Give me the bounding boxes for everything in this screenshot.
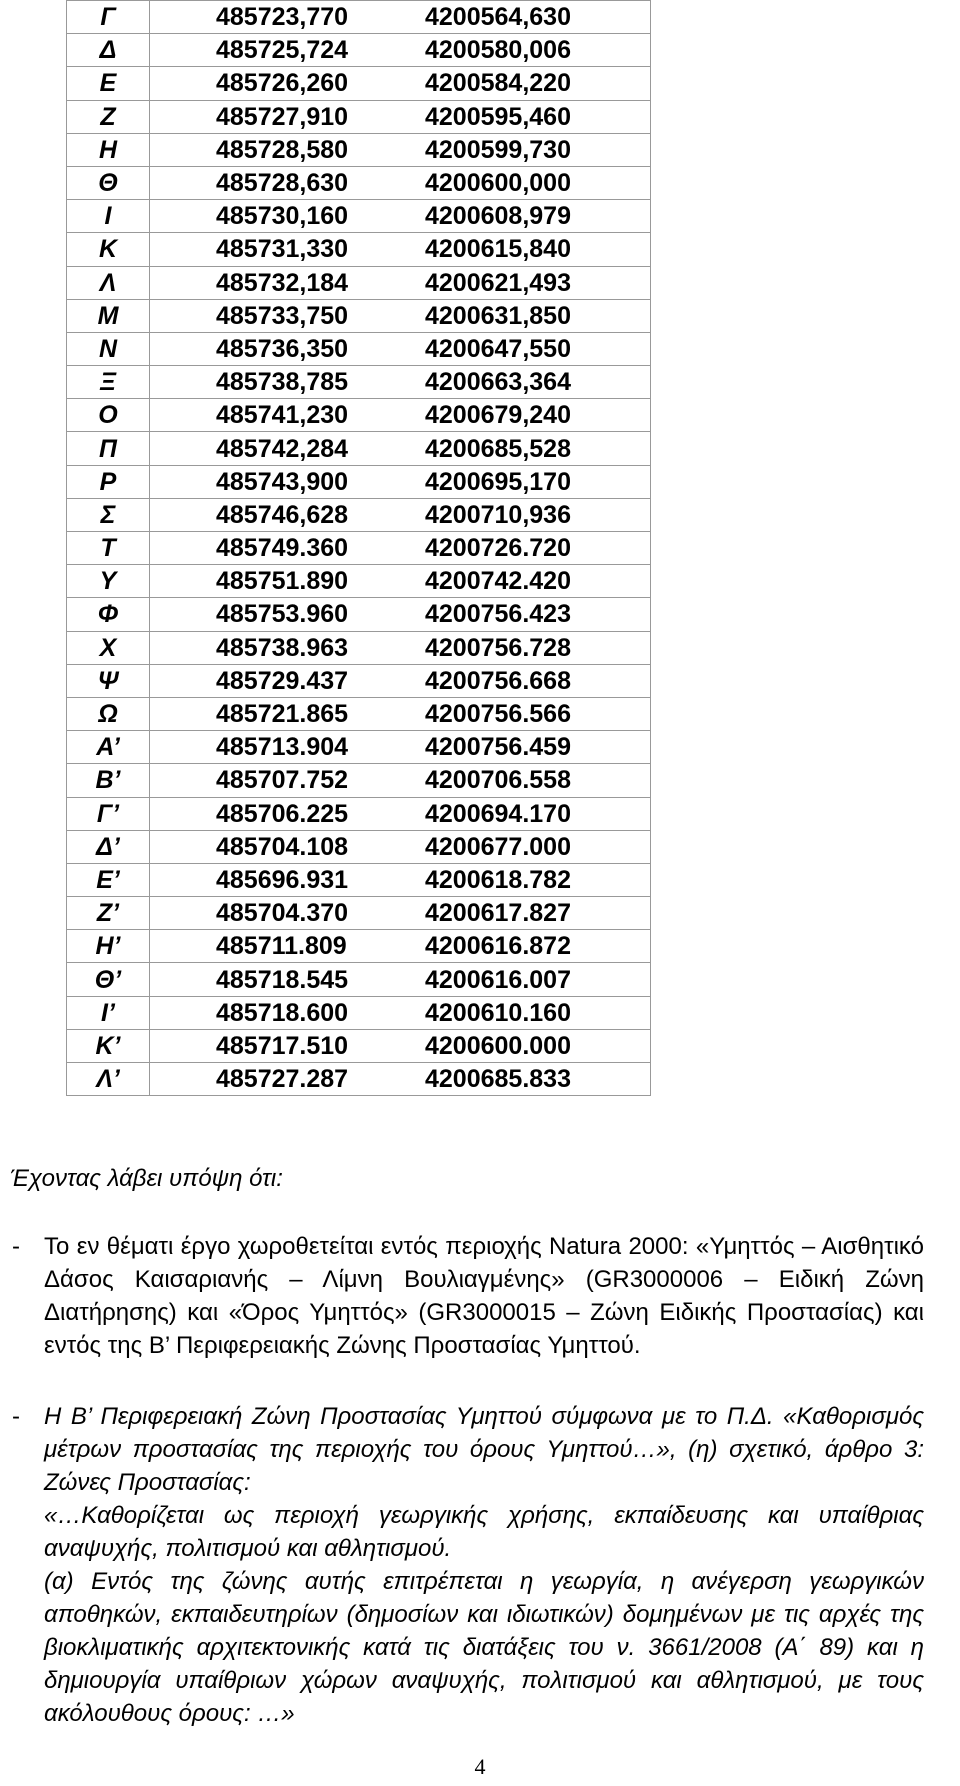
table-row: [67, 830, 651, 863]
y-coordinate-cell: 4200564,630: [425, 1, 651, 34]
x-coordinate-cell: 485721.865: [150, 697, 426, 730]
point-label-cell: Ε’: [67, 863, 150, 896]
table-row: [67, 465, 651, 498]
table-row: [67, 697, 651, 730]
point-label-cell: Ι’: [67, 996, 150, 1029]
y-coordinate-cell: 4200617.827: [425, 897, 651, 930]
x-coordinate-cell: 485738.963: [150, 631, 426, 664]
x-coordinate-cell: 485751.890: [150, 565, 426, 598]
x-coordinate-cell: 485738,785: [150, 366, 426, 399]
table-row: [67, 664, 651, 697]
x-coordinate-cell: 485731,330: [150, 233, 426, 266]
y-coordinate-cell: 4200726.720: [425, 532, 651, 565]
table-row: [67, 266, 651, 299]
table-row: [67, 166, 651, 199]
y-coordinate-cell: 4200756.423: [425, 598, 651, 631]
table-row: [67, 1, 651, 34]
point-label-cell: Δ: [67, 34, 150, 67]
point-label-cell: Β’: [67, 764, 150, 797]
y-coordinate-cell: 4200679,240: [425, 399, 651, 432]
table-row: [67, 598, 651, 631]
y-coordinate-cell: 4200600,000: [425, 166, 651, 199]
point-label-cell: Θ’: [67, 963, 150, 996]
x-coordinate-cell: 485718.600: [150, 996, 426, 1029]
bullet-1-text: [44, 1230, 924, 1362]
zone-paragraph: Η Β’ Περιφερειακή Ζώνη Προστασίας Υμηττού σύμφωνα με το Π.Δ. «Καθορισμός μέτρων προστασίας της περιοχής του όρους Υμηττού…», (η) σχετικό, άρθρο 3: Ζώνες Προστασίας:: [44, 1403, 924, 1496]
x-coordinate-cell: 485728,630: [150, 166, 426, 199]
table-row: [67, 34, 651, 67]
x-coordinate-cell: 485711.809: [150, 930, 426, 963]
point-label-cell: Σ: [67, 498, 150, 531]
table-row: [67, 731, 651, 764]
table-row: [67, 133, 651, 166]
y-coordinate-cell: 4200608,979: [425, 200, 651, 233]
point-label-cell: Γ: [67, 1, 150, 34]
point-label-cell: Ξ: [67, 366, 150, 399]
y-coordinate-cell: 4200695,170: [425, 465, 651, 498]
table-row: [67, 332, 651, 365]
point-label-cell: Χ: [67, 631, 150, 664]
x-coordinate-cell: 485727,910: [150, 100, 426, 133]
x-coordinate-cell: 485730,160: [150, 200, 426, 233]
x-coordinate-cell: 485743,900: [150, 465, 426, 498]
y-coordinate-cell: 4200756.668: [425, 664, 651, 697]
point-label-cell: Θ: [67, 166, 150, 199]
point-label-cell: Ω: [67, 697, 150, 730]
intro-line: Έχοντας λάβει υπόψη ότι:: [10, 1165, 283, 1192]
x-coordinate-cell: 485704.108: [150, 830, 426, 863]
y-coordinate-cell: 4200663,364: [425, 366, 651, 399]
zone-conditions-paragraph: (α) Εντός της ζώνης αυτής επιτρέπεται η γεωργία, η ανέγερση γεωργικών αποθηκών, εκπαιδευτηρίων (δημοσίων και ιδιωτικών) δομημένων με τις αρχές της βιοκλιματικής αρχιτεκτονικής κατά τις διατάξεις του ν. 3661/2008 (Α΄ 89) και η δημιουργία υπαίθριων χώρων αναψυχής, πολιτισμού και αθλητισμού, με τους ακόλουθους όρους: …»: [44, 1568, 924, 1727]
point-label-cell: Α’: [67, 731, 150, 764]
y-coordinate-cell: 4200615,840: [425, 233, 651, 266]
point-label-cell: Γ’: [67, 797, 150, 830]
point-label-cell: Π: [67, 432, 150, 465]
table-row: [67, 399, 651, 432]
table-row: [67, 764, 651, 797]
y-coordinate-cell: 4200610.160: [425, 996, 651, 1029]
y-coordinate-cell: 4200685,528: [425, 432, 651, 465]
point-label-cell: Ο: [67, 399, 150, 432]
point-label-cell: Η’: [67, 930, 150, 963]
x-coordinate-cell: 485732,184: [150, 266, 426, 299]
table-row: [67, 631, 651, 664]
x-coordinate-cell: 485729.437: [150, 664, 426, 697]
point-label-cell: Υ: [67, 565, 150, 598]
point-label-cell: Δ’: [67, 830, 150, 863]
point-label-cell: Λ’: [67, 1063, 150, 1096]
table-row: [67, 930, 651, 963]
y-coordinate-cell: 4200616.872: [425, 930, 651, 963]
x-coordinate-cell: 485753.960: [150, 598, 426, 631]
table-row: [67, 1063, 651, 1096]
y-coordinate-cell: 4200756.728: [425, 631, 651, 664]
point-label-cell: Κ’: [67, 1029, 150, 1062]
x-coordinate-cell: 485742,284: [150, 432, 426, 465]
x-coordinate-cell: 485733,750: [150, 299, 426, 332]
x-coordinate-cell: 485741,230: [150, 399, 426, 432]
x-coordinate-cell: 485706.225: [150, 797, 426, 830]
bullet-marker: -: [12, 1233, 20, 1260]
y-coordinate-cell: 4200595,460: [425, 100, 651, 133]
y-coordinate-cell: 4200599,730: [425, 133, 651, 166]
y-coordinate-cell: 4200742.420: [425, 565, 651, 598]
table-row: [67, 1029, 651, 1062]
y-coordinate-cell: 4200677.000: [425, 830, 651, 863]
y-coordinate-cell: 4200694.170: [425, 797, 651, 830]
table-row: [67, 200, 651, 233]
y-coordinate-cell: 4200618.782: [425, 863, 651, 896]
point-label-cell: Φ: [67, 598, 150, 631]
y-coordinate-cell: 4200647,550: [425, 332, 651, 365]
x-coordinate-cell: 485725,724: [150, 34, 426, 67]
y-coordinate-cell: 4200600.000: [425, 1029, 651, 1062]
coordinates-table: [66, 0, 651, 1096]
x-coordinate-cell: 485728,580: [150, 133, 426, 166]
table-row: [67, 532, 651, 565]
x-coordinate-cell: 485704.370: [150, 897, 426, 930]
y-coordinate-cell: 4200756.566: [425, 697, 651, 730]
table-row: [67, 498, 651, 531]
table-row: [67, 897, 651, 930]
point-label-cell: Ψ: [67, 664, 150, 697]
x-coordinate-cell: 485718.545: [150, 963, 426, 996]
table-row: [67, 233, 651, 266]
point-label-cell: Ν: [67, 332, 150, 365]
table-row: [67, 863, 651, 896]
table-row: [67, 67, 651, 100]
x-coordinate-cell: 485713.904: [150, 731, 426, 764]
y-coordinate-cell: 4200580,006: [425, 34, 651, 67]
table-row: [67, 432, 651, 465]
x-coordinate-cell: 485726,260: [150, 67, 426, 100]
zone-quote-paragraph: «…Καθορίζεται ως περιοχή γεωργικής χρήσης, εκπαίδευσης και υπαίθριας αναψυχής, πολιτισμού και αθλητισμού.: [44, 1502, 924, 1562]
coordinates-table-body: [67, 1, 651, 1096]
y-coordinate-cell: 4200706.558: [425, 764, 651, 797]
x-coordinate-cell: 485723,770: [150, 1, 426, 34]
table-row: [67, 797, 651, 830]
point-label-cell: Ρ: [67, 465, 150, 498]
point-label-cell: Ζ’: [67, 897, 150, 930]
x-coordinate-cell: 485746,628: [150, 498, 426, 531]
table-row: [67, 299, 651, 332]
y-coordinate-cell: 4200756.459: [425, 731, 651, 764]
point-label-cell: Η: [67, 133, 150, 166]
table-row: [67, 996, 651, 1029]
x-coordinate-cell: 485736,350: [150, 332, 426, 365]
table-row: [67, 963, 651, 996]
bullet-2-text: [44, 1400, 924, 1730]
point-label-cell: Τ: [67, 532, 150, 565]
y-coordinate-cell: 4200584,220: [425, 67, 651, 100]
y-coordinate-cell: 4200685.833: [425, 1063, 651, 1096]
point-label-cell: Ζ: [67, 100, 150, 133]
natura-paragraph: Το εν θέματι έργο χωροθετείται εντός περιοχής Natura 2000: «Υμηττός – Αισθητικό Δάσος Καισαριανής – Λίμνη Βουλιαγμένης» (GR3000006 – Ειδική Ζώνη Διατήρησης) και «Όρος Υμηττός» (GR3000015 – Ζώνη Ειδικής Προστασίας) και εντός της Β’ Περιφερειακής Ζώνης Προστασίας Υμηττού.: [44, 1233, 924, 1359]
point-label-cell: Ε: [67, 67, 150, 100]
y-coordinate-cell: 4200621,493: [425, 266, 651, 299]
y-coordinate-cell: 4200710,936: [425, 498, 651, 531]
y-coordinate-cell: 4200616.007: [425, 963, 651, 996]
table-row: [67, 100, 651, 133]
x-coordinate-cell: 485717.510: [150, 1029, 426, 1062]
bullet-marker: -: [12, 1403, 20, 1430]
point-label-cell: Μ: [67, 299, 150, 332]
table-row: [67, 565, 651, 598]
point-label-cell: Κ: [67, 233, 150, 266]
x-coordinate-cell: 485707.752: [150, 764, 426, 797]
page-number: 4: [474, 1754, 486, 1779]
x-coordinate-cell: 485727.287: [150, 1063, 426, 1096]
y-coordinate-cell: 4200631,850: [425, 299, 651, 332]
x-coordinate-cell: 485696.931: [150, 863, 426, 896]
point-label-cell: Ι: [67, 200, 150, 233]
table-row: [67, 366, 651, 399]
point-label-cell: Λ: [67, 266, 150, 299]
x-coordinate-cell: 485749.360: [150, 532, 426, 565]
